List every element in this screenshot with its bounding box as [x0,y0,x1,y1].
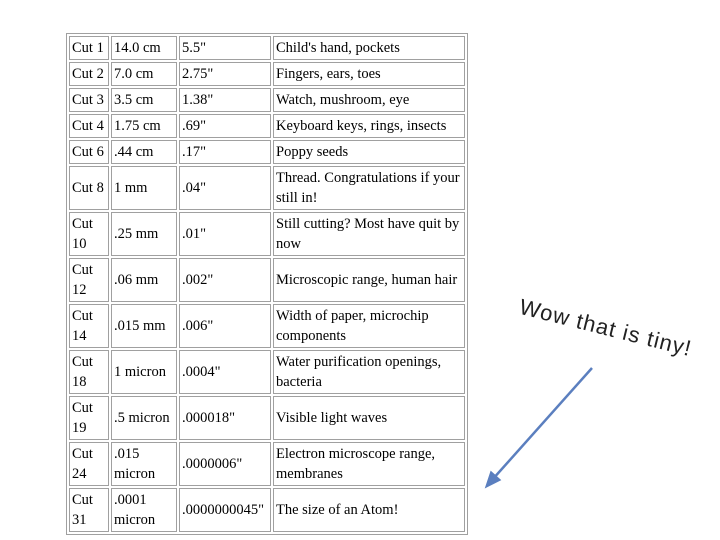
metric-size-cell: .0001 micron [111,488,177,532]
arrow-head [486,472,500,487]
table-row [69,258,465,302]
cut-number-cell: Cut 10 [69,212,109,256]
cut-number-cell: Cut 24 [69,442,109,486]
table-row [69,212,465,256]
description-cell: Visible light waves [273,396,465,440]
metric-size-cell: 1 mm [111,166,177,210]
description-cell: Watch, mushroom, eye [273,88,465,112]
arrow-shaft [492,368,592,480]
metric-size-cell: .5 micron [111,396,177,440]
inch-size-cell: .0000000045" [179,488,271,532]
metric-size-cell: .015 mm [111,304,177,348]
description-cell: Fingers, ears, toes [273,62,465,86]
cut-number-cell: Cut 2 [69,62,109,86]
inch-size-cell: .69" [179,114,271,138]
metric-size-cell: 7.0 cm [111,62,177,86]
cut-table-body [69,36,465,532]
description-cell: Electron microscope range, membranes [273,442,465,486]
table-row [69,114,465,138]
inch-size-cell: .0000006" [179,442,271,486]
inch-size-cell: 2.75" [179,62,271,86]
inch-size-cell: .17" [179,140,271,164]
table-row [69,62,465,86]
cut-number-cell: Cut 14 [69,304,109,348]
description-cell: Still cutting? Most have quit by now [273,212,465,256]
inch-size-cell: 5.5" [179,36,271,60]
inch-size-cell: .006" [179,304,271,348]
cut-number-cell: Cut 12 [69,258,109,302]
metric-size-cell: 1 micron [111,350,177,394]
table-row [69,350,465,394]
metric-size-cell: 1.75 cm [111,114,177,138]
table-row [69,442,465,486]
description-cell: Water purification openings, bacteria [273,350,465,394]
description-cell: Microscopic range, human hair [273,258,465,302]
handwritten-annotation: Wow that is tiny! [516,294,695,362]
description-cell: Child's hand, pockets [273,36,465,60]
inch-size-cell: 1.38" [179,88,271,112]
description-cell: Thread. Congratulations if your still in! [273,166,465,210]
cut-number-cell: Cut 19 [69,396,109,440]
description-cell: The size of an Atom! [273,488,465,532]
cut-number-cell: Cut 6 [69,140,109,164]
table-row [69,488,465,532]
metric-size-cell: .25 mm [111,212,177,256]
metric-size-cell: .06 mm [111,258,177,302]
inch-size-cell: .01" [179,212,271,256]
cut-number-cell: Cut 4 [69,114,109,138]
metric-size-cell: .44 cm [111,140,177,164]
inch-size-cell: .002" [179,258,271,302]
description-cell: Poppy seeds [273,140,465,164]
inch-size-cell: .000018" [179,396,271,440]
metric-size-cell: 14.0 cm [111,36,177,60]
cut-number-cell: Cut 18 [69,350,109,394]
cut-number-cell: Cut 3 [69,88,109,112]
table-row [69,88,465,112]
table-row [69,396,465,440]
table-row [69,36,465,60]
table-row [69,304,465,348]
description-cell: Width of paper, microchip components [273,304,465,348]
cut-number-cell: Cut 1 [69,36,109,60]
table-row [69,140,465,164]
cut-number-cell: Cut 31 [69,488,109,532]
table-row [69,166,465,210]
description-cell: Keyboard keys, rings, insects [273,114,465,138]
cut-number-cell: Cut 8 [69,166,109,210]
cut-size-table [66,33,468,535]
inch-size-cell: .04" [179,166,271,210]
metric-size-cell: 3.5 cm [111,88,177,112]
metric-size-cell: .015 micron [111,442,177,486]
inch-size-cell: .0004" [179,350,271,394]
